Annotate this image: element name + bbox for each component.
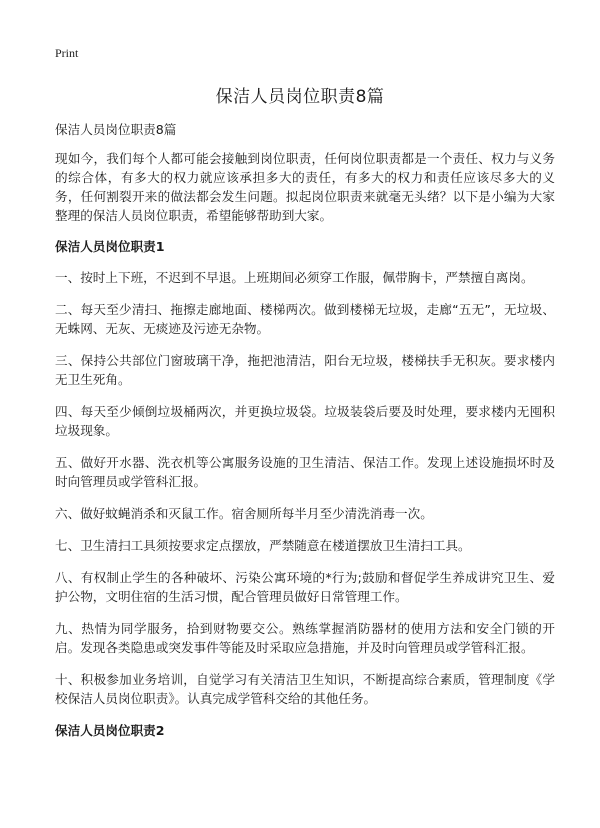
- duty-item-3: 三、保持公共部位门窗玻璃干净，拖把池清洁，阳台无垃圾，楼梯扶手无积灰。要求楼内无卫生死角。: [55, 353, 555, 387]
- duty-item-1: 一、按时上下班，不迟到不早退。上班期间必须穿工作服，佩带胸卡，严禁擅自离岗。: [55, 270, 534, 285]
- document-title: 保洁人员岗位职责8篇: [215, 87, 385, 107]
- duty-item-2: 二、每天至少清扫、拖擦走廊地面、楼梯两次。做到楼梯无垃圾，走廊“五无”，无垃圾、无蛛网、无灰、无痰迹及污迹无杂物。: [55, 302, 555, 336]
- section-heading-1: 保洁人员岗位职责1: [55, 239, 165, 254]
- document-subtitle: 保洁人员岗位职责8篇: [55, 122, 177, 137]
- duty-item-10: 十、积极参加业务培训，自觉学习有关清洁卫生知识，不断提高综合素质，管理制度《学校保洁人员岗位职责》。认真完成学管科交给的其他任务。: [55, 672, 555, 706]
- intro-paragraph: 现如今，我们每个人都可能会接触到岗位职责，任何岗位职责都是一个责任、权力与义务的综合体，有多大的权力就应该承担多大的责任，有多大的权力和责任应该尽多大的义务，任何割裂开来的做法都会发生问题。拟起岗位职责来就毫无头绪？以下是小编为大家整理的保洁人员岗位职责，希望能够帮助到大家。: [55, 151, 555, 223]
- section-heading-2: 保洁人员岗位职责2: [55, 723, 165, 738]
- duty-item-9: 九、热情为同学服务，拾到财物要交公。熟练掌握消防器材的使用方法和安全门锁的开启。发现各类隐患或突发事件等能及时采取应急措施，并及时向管理员或学管科汇报。: [55, 621, 555, 655]
- document-body: [55, 120, 555, 752]
- duty-item-4: 四、每天至少倾倒垃圾桶两次，并更换垃圾袋。垃圾装袋后要及时处理，要求楼内无囤积垃圾现象。: [55, 404, 555, 438]
- duty-item-6: 六、做好蚊蝇消杀和灭鼠工作。宿舍厕所每半月至少清洗消毒一次。: [55, 506, 433, 521]
- print-label: Print: [55, 46, 79, 60]
- duty-item-7: 七、卫生清扫工具须按要求定点摆放，严禁随意在楼道摆放卫生清扫工具。: [55, 538, 471, 553]
- duty-item-5: 五、做好开水器、洗衣机等公寓服务设施的卫生清洁、保洁工作。发现上述设施损坏时及时向管理员或学管科汇报。: [55, 455, 555, 489]
- duty-item-8: 八、有权制止学生的各种破坏、污染公寓环境的*行为;鼓励和督促学生养成讲究卫生、爱护公物，文明住宿的生活习惯，配合管理员做好日常管理工作。: [55, 570, 555, 604]
